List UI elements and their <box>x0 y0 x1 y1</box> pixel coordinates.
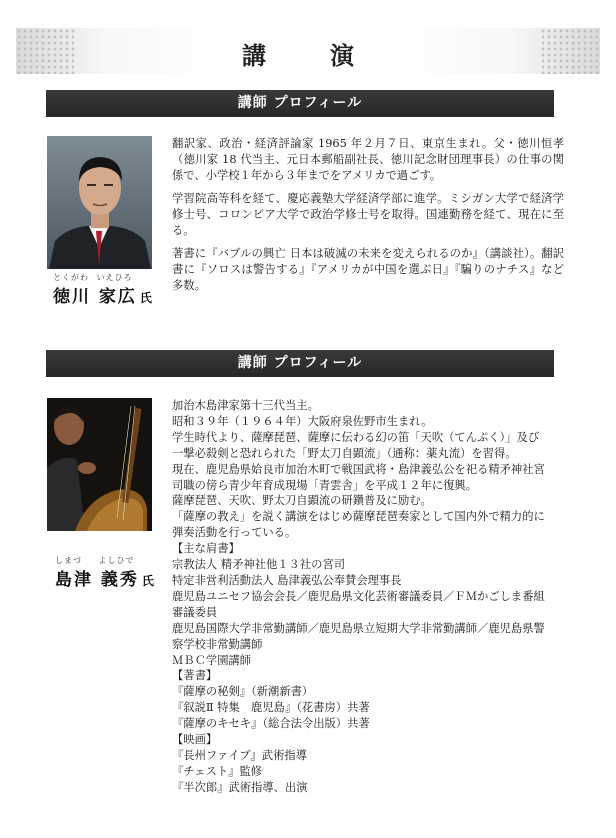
bio-line: 薩摩琵琶、天吹、野太刀自顕流の研鑽普及に励む。 <box>172 494 432 508</box>
bio-line: 現在、鹿児島県姶良市加治木町で戦国武将・島津義弘公を祀る精矛神社宮 <box>172 462 545 476</box>
bio-line: 『チェスト』監修 <box>172 764 263 778</box>
name-given-tokugawa: 家広 <box>98 287 137 307</box>
bio-tokugawa <box>172 136 564 301</box>
honorific-tokugawa: 氏 <box>139 291 152 305</box>
bio-line: 弾奏活動を行っている。 <box>172 526 297 540</box>
bio-line: 鹿児島国際大学非常勤講師／鹿児島県立短期大学非常勤講師／鹿児島県警 <box>172 621 545 635</box>
bio-paragraph-2: 学習院高等科を経て、慶応義塾大学経済学部に進学。ミシガン大学で経済学修士号、コロンビア大学で政治学修士号を取得。国連勤務を経て、現在に至る。 <box>172 192 564 237</box>
bio-line: 『長州ファイブ』武術指導 <box>172 748 307 762</box>
bio-line: ＭＢＣ学園講師 <box>172 653 252 667</box>
section-header-tokugawa: 講師 プロフィール <box>46 90 554 117</box>
bio-paragraph-1: 翻訳家、政治・経済評論家 1965 年２月７日、東京生まれ。父・徳川恒孝（徳川家 18 代当主、元日本郵船副社長、徳川記念財団理事長）の仕事の関係で、小学校１年から３年までをアメリカで過ごす。 <box>172 137 564 182</box>
bio-line: 昭和３９年（１９６４年）大阪府泉佐野市生まれ。 <box>172 414 433 428</box>
bio-line: 『半次郎』武術指導、出演 <box>172 780 308 794</box>
bio-line: 察学校非常勤講師 <box>172 637 263 651</box>
heading-films: 【映画】 <box>172 733 218 747</box>
bio-line: 学生時代より、薩摩琵琶、薩摩に伝わる幻の笛「天吹（てんぷく）」及び <box>172 430 540 444</box>
bio-line: 宗教法人 精矛神社他１３社の宮司 <box>172 558 346 572</box>
honorific-shimazu: 氏 <box>141 574 154 588</box>
bio-line: 鹿児島ユニセフ協会会長／鹿児島県文化芸術審議委員／ＦＭかごしま番組 <box>172 589 545 603</box>
portrait-shimazu <box>47 398 152 531</box>
bio-shimazu <box>172 398 572 796</box>
section-header-shimazu: 講師 プロフィール <box>46 350 554 377</box>
heading-books: 【著書】 <box>172 669 218 683</box>
name-block-shimazu <box>55 555 154 590</box>
page-title: 講 演 <box>242 42 374 70</box>
name-family-tokugawa: 徳川 <box>53 287 91 307</box>
bio-line: 『薩摩のキセキ』（総合法令出版）共著 <box>172 717 370 731</box>
bio-paragraph-3: 著書に『バブルの興亡 日本は破滅の未来を変えられるのか』（講談社）。翻訳書に『ソロスは警告する』『アメリカが中国を選ぶ日』『騙りのナチス』など多数。 <box>172 247 564 292</box>
ruby-family-shimazu: しまづ <box>55 556 82 565</box>
heading-titles: 【主な肩書】 <box>172 542 240 556</box>
bio-line: 『叙説Ⅱ 特集 鹿児島』（花書房）共著 <box>172 701 370 715</box>
bio-line: 特定非営利活動法人 島津義弘公奉賛会理事長 <box>172 573 402 587</box>
ruby-family-tokugawa: とくがわ <box>53 273 89 282</box>
bio-line: 一撃必殺剣と恐れられた「野太刀自顕流」（通称：薬丸流）を習得。 <box>172 446 517 460</box>
ruby-given-shimazu: よしひで <box>98 556 135 565</box>
bio-line: 「薩摩の教え」を説く講演をはじめ薩摩琵琶奏家として国内外で精力的に <box>172 510 545 524</box>
bio-line: 『薩摩の秘剣』（新潮新書） <box>172 685 314 699</box>
name-family-shimazu: 島津 <box>55 570 93 590</box>
ruby-given-tokugawa: いえひろ <box>96 273 133 282</box>
title-band <box>16 28 600 74</box>
name-given-shimazu: 義秀 <box>100 570 139 590</box>
portrait-tokugawa <box>47 136 152 269</box>
name-block-tokugawa <box>53 272 152 307</box>
bio-line: 加治木島津家第十三代当主。 <box>172 399 319 412</box>
bio-line: 審議委員 <box>172 605 218 619</box>
bio-line: 司職の傍ら青少年育成現場「青雲舎」を平成１２年に復興。 <box>172 478 478 492</box>
